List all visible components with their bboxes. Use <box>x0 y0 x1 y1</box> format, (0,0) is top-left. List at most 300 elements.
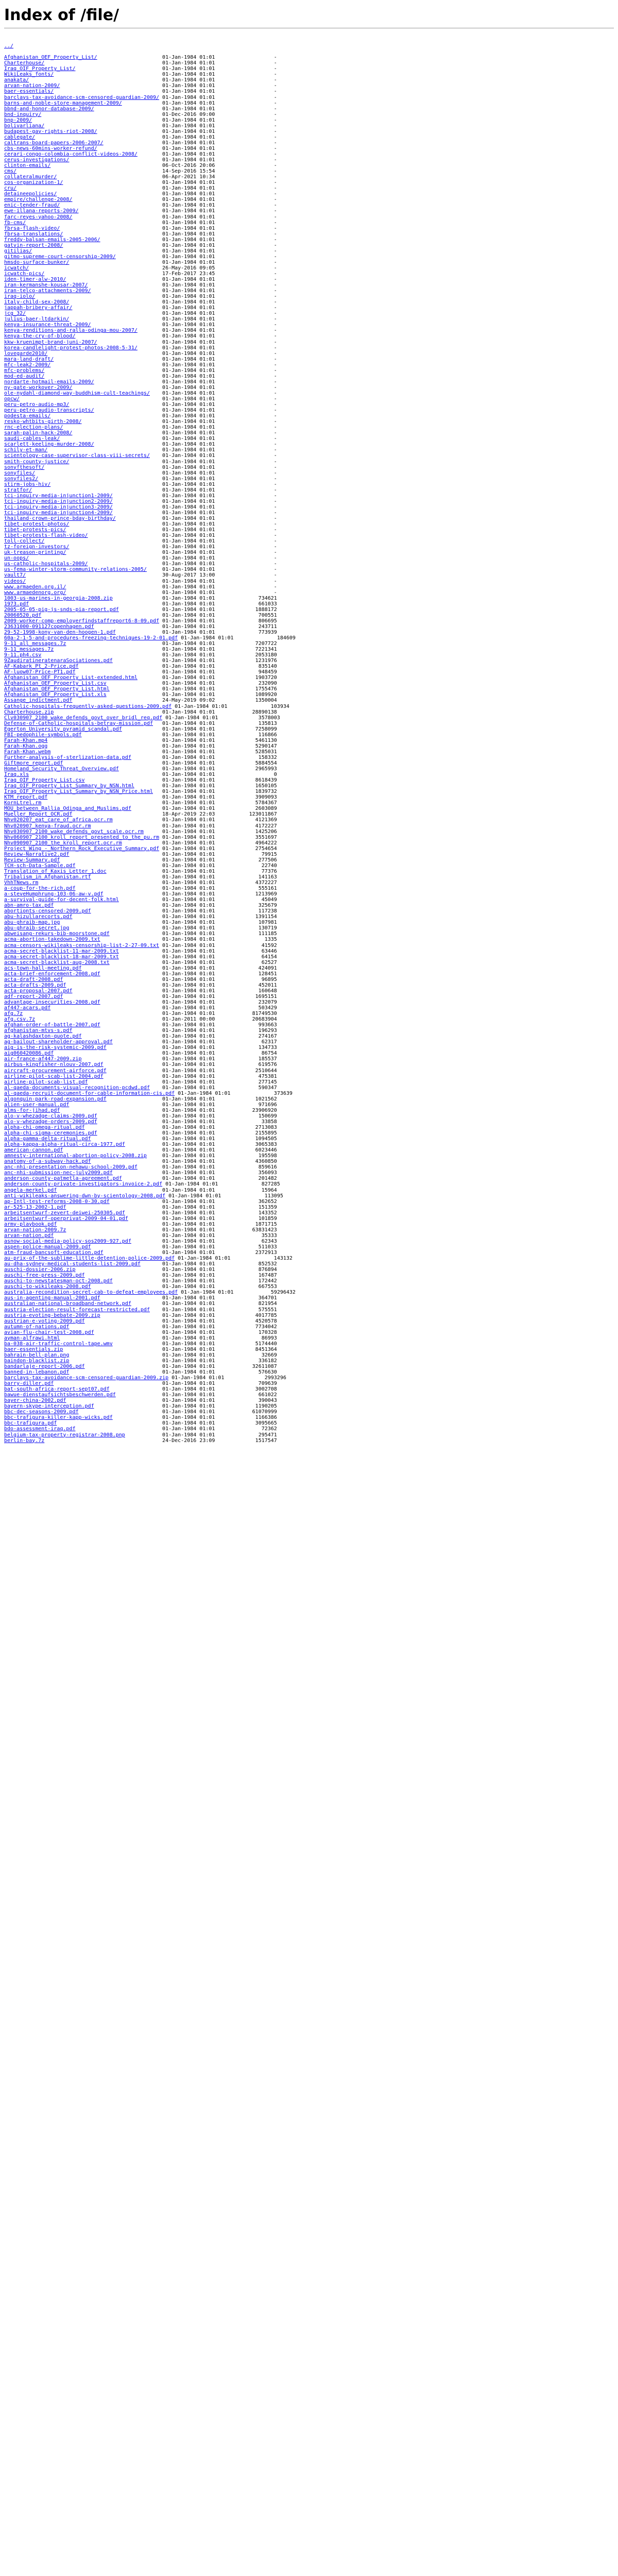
directory-link[interactable]: cru/ <box>4 185 17 192</box>
file-link[interactable]: austrian-e-voting-2009.pdf <box>4 1318 85 1324</box>
file-link[interactable]: ar-525-13-2002-1.pdf <box>4 1204 66 1210</box>
listing-row <box>4 777 296 783</box>
directory-link[interactable]: budapest-gay-rights-riot-2008/ <box>4 128 97 134</box>
file-link[interactable]: 1003-us-marines-in-georgia-2008.zip <box>4 595 113 601</box>
directory-link[interactable]: julius-baer-ltdarkin/ <box>4 316 70 323</box>
entry-metadata: 01-Jan-1984 01:01 62317 <box>112 1039 277 1045</box>
file-link[interactable]: a-steveHumphrung-103-06-aw-v.pdf <box>4 891 104 897</box>
listing-row <box>4 254 296 260</box>
file-link[interactable]: amnesty-international-abortion-policy-2008.zip <box>4 1153 147 1159</box>
entry-metadata: 01-Jan-1984 01:01 7258099 <box>122 726 277 732</box>
file-link[interactable]: bbc-trafigura.pdf <box>4 1420 57 1427</box>
file-link[interactable]: alms-for-jihad.pdf <box>4 1107 60 1113</box>
file-link[interactable]: australian-national-broadband-network.pdf <box>4 1301 131 1307</box>
directory-link[interactable]: arvan-nation-2009/ <box>4 83 60 89</box>
file-link[interactable]: Mueller_Report_OCR.pdf <box>4 811 73 818</box>
file-link[interactable]: anc-nhi-presentation-nehawu-school-2009.pdf <box>4 1164 138 1171</box>
file-link[interactable]: 2009-worker-comp-employerfindstaffreport6-8-09.pdf <box>4 618 160 624</box>
file-link[interactable]: ba-038-air-traffic-control-tape.wmv <box>4 1341 113 1347</box>
listing-row <box>4 430 296 436</box>
listing-row <box>4 664 296 669</box>
directory-link[interactable]: peru-petro-audio-mp3/ <box>4 402 70 408</box>
file-link[interactable]: afghanistan-mtvs-s.pdf <box>4 1028 73 1034</box>
directory-link[interactable]: bbnd-and-honor-database-2009/ <box>4 106 94 112</box>
directory-link[interactable]: iraq-iolo/ <box>4 294 36 300</box>
file-link[interactable]: acma-censors-wikileaks-censorship-list-2-27-09.txt <box>4 942 160 948</box>
directory-link[interactable]: schily-et-man/ <box>4 447 48 453</box>
listing-row <box>4 533 296 538</box>
file-link[interactable]: au-prix-of-the-sublime-little-detention-police-2009.pdf <box>4 1256 175 1262</box>
listing-row <box>4 140 296 146</box>
file-link[interactable]: 1973.pdf <box>4 601 29 607</box>
directory-link[interactable]: thailand-crown-prince-bday-birthday/ <box>4 515 116 521</box>
directory-link[interactable]: tci-inquiry-media-injunction3-2009/ <box>4 504 113 510</box>
file-link[interactable]: abu-ghraib-map.jpg <box>4 920 60 926</box>
file-link[interactable]: acma-secret-blacklist-aug-2008.txt <box>4 959 110 965</box>
listing-row <box>4 800 296 806</box>
listing-row <box>4 482 296 487</box>
directory-link[interactable]: tibet-protests-pics/ <box>4 527 66 533</box>
directory-link[interactable]: un-oops/ <box>4 555 29 562</box>
directory-link[interactable]: iran-telco-attachments-2009/ <box>4 288 91 294</box>
file-link[interactable]: Charterhouse.zip <box>4 709 54 715</box>
file-link[interactable]: 9-11_all_messages.7z <box>4 641 66 647</box>
directory-link[interactable]: icwatch-pics/ <box>4 270 45 277</box>
entry-metadata: 01-Jan-1984 01:01 185537 <box>81 1056 277 1062</box>
entry-metadata: 01-Jan-1984 01:01 - <box>29 555 277 562</box>
directory-link[interactable]: www.armaedenorg.org/ <box>4 589 66 596</box>
file-link[interactable]: arvan-nation-2009.7z <box>4 1227 66 1233</box>
directory-link[interactable]: stirm-jobs-hiv/ <box>4 481 51 487</box>
file-link[interactable]: acma-abortion-takedown-2009.txt <box>4 937 100 943</box>
directory-link[interactable]: mara-land-draft/ <box>4 356 54 362</box>
file-link[interactable]: bbc-trafigura-killer-kapp-wicks.pdf <box>4 1415 113 1421</box>
directory-link[interactable]: italy-child-sex-2008/ <box>4 299 70 306</box>
directory-link[interactable]: gitilias/ <box>4 248 32 254</box>
file-link[interactable]: acta-drafts-2009.pdf <box>4 982 66 988</box>
file-link[interactable]: abortionts-censored-2009.pdf <box>4 908 91 914</box>
file-link[interactable]: 29-52-1998-kony-van-den-hoogen-1.pdf <box>4 629 116 635</box>
directory-link[interactable]: us-catholic-hospitals-2009/ <box>4 561 88 567</box>
file-link[interactable]: ag-bailout-shareholder-approval.pdf <box>4 1039 113 1045</box>
file-link[interactable]: acma-secret-blacklist-18-mar-2009.txt <box>4 954 119 960</box>
file-link[interactable]: Review-Narrative2.pdf <box>4 851 70 857</box>
entry-metadata: 01-Jan-1984 01:01 1695151 <box>63 993 277 999</box>
directory-link[interactable]: barclays-tax-avoidance-scm-censored-guardian-2009/ <box>4 94 160 100</box>
file-link[interactable]: acta-brief-enforcement-2008.pdf <box>4 971 100 977</box>
directory-link[interactable]: kenya-renditions-and-ralla-odinga-mou-2007/ <box>4 328 138 334</box>
file-link[interactable]: bahrain-bell-plan.png <box>4 1352 70 1358</box>
directory-link[interactable]: gatvin-report-2008/ <box>4 242 63 248</box>
file-link[interactable]: barclays-tax-avoidance-scm-censored-guardian-2009.zip <box>4 1375 169 1381</box>
directory-link[interactable]: gitmo-supreme-court-censorship-2009/ <box>4 253 116 260</box>
file-link[interactable]: al-qaeda-recruit-document-for-cable-information-cis.pdf <box>4 1090 175 1096</box>
listing-row <box>4 783 296 789</box>
entry-metadata: 01-Jan-1984 01:01 - <box>32 117 277 123</box>
file-link[interactable]: 9-11.ph4.csv <box>4 652 42 658</box>
file-link[interactable]: AF-luow07-Price-PT1.pdf <box>4 669 76 675</box>
file-link[interactable]: Iraq_OIF_Property_List_Summary_by_NSN.html <box>4 783 134 789</box>
file-link[interactable]: auschi-free-press-2009.pdf <box>4 1273 85 1279</box>
entry-metadata: 01-Jan-1984 01:01 - <box>44 367 277 374</box>
file-link[interactable]: Project_Wing_-_Northern_Rock_Executive_Summary.pdf <box>4 845 160 852</box>
listing-row <box>4 202 296 208</box>
file-link[interactable]: austria-evoting-bebate-2009.zip <box>4 1312 100 1318</box>
file-link[interactable]: abu-hizullarecorts.pdf <box>4 914 73 920</box>
directory-link[interactable]: bolivarliana/ <box>4 123 45 129</box>
file-link[interactable]: alpha-kappa-alpha-ritual-circa-1977.pdf <box>4 1142 125 1148</box>
file-link[interactable]: ag-kalashdaxton-quote.pdf <box>4 1033 82 1040</box>
file-link[interactable]: bawue-dienstaufsichtsbeschwerden.pdf <box>4 1392 116 1398</box>
file-link[interactable]: VhhTNews.rm <box>4 879 39 886</box>
file-link[interactable]: anatomy-of-a-subway-hack.pdf <box>4 1159 91 1165</box>
directory-link[interactable]: fb-cms/ <box>4 219 26 226</box>
parent-directory-link[interactable]: ../ <box>4 43 14 49</box>
file-link[interactable]: bat-south-africa-report-sept07.pdf <box>4 1386 110 1393</box>
directory-link[interactable]: Afghanistan_OEF_Property_List/ <box>4 55 97 61</box>
file-link[interactable]: aspen-police-manual-2009.pdf <box>4 1244 91 1250</box>
file-link[interactable]: arbeitsentwurf-operprivat-2009-04-01.pdf <box>4 1215 128 1222</box>
listing-row <box>4 1193 296 1199</box>
file-link[interactable]: Tribalism_in_Afghanistan.rtf <box>4 874 91 880</box>
directory-link[interactable]: mfc-problems/ <box>4 367 45 374</box>
file-link[interactable]: afg.csv.7z <box>4 1016 36 1023</box>
entry-metadata: 01-Jan-1984 01:01 - <box>94 408 277 414</box>
file-link[interactable]: bayern-skype-interception.pdf <box>4 1403 94 1410</box>
directory-link[interactable]: tci-inquiry-media-injunction4-2009/ <box>4 510 113 516</box>
directory-link[interactable]: tibet-protests-flash-video/ <box>4 533 88 539</box>
file-link[interactable]: afg.7z <box>4 1011 23 1017</box>
directory-link[interactable]: freddy-balsan-emails-2005-2006/ <box>4 236 100 243</box>
file-link[interactable]: arbeitsentwurf-zevert-deiwei-250305.pdf <box>4 1210 125 1216</box>
file-link[interactable]: afghan-order-of-battle-2007.pdf <box>4 1022 100 1028</box>
listing-row <box>4 1068 296 1074</box>
file-link[interactable]: Afghanistan_OEF_Property_List.csv <box>4 681 107 687</box>
file-link[interactable]: abn-amro-tax.pdf <box>4 903 54 909</box>
file-link[interactable]: acma-secret-blacklist-11-mar-2009.txt <box>4 948 119 954</box>
directory-link[interactable]: fbrsa-flash-video/ <box>4 225 60 231</box>
directory-link[interactable]: Charterhouse/ <box>4 60 45 66</box>
file-link[interactable]: belgium-tax-property-registrar-2008.pnp <box>4 1432 125 1438</box>
file-link[interactable]: Nhv020907_kenya-fraud.ocr.rm <box>4 823 91 829</box>
directory-link[interactable]: vault7/ <box>4 572 26 579</box>
file-link[interactable]: Farah-Khan.ogg <box>4 743 48 749</box>
file-link[interactable]: acs-town-hall-meeting.pdf <box>4 965 82 971</box>
file-link[interactable]: AF-Kabark_Pt_2-Price.pdf <box>4 664 79 670</box>
file-link[interactable]: australia-recondition-secret-cab-to-defeat-employees.pdf <box>4 1290 178 1296</box>
directory-link[interactable]: sarah-palin-hack-2008/ <box>4 430 73 436</box>
entry-metadata: 01-Jan-1984 01:01 59296432 <box>178 1290 296 1296</box>
file-link[interactable]: Afghanistan_OEF_Property_List.html <box>4 686 110 692</box>
directory-link[interactable]: kenya-the-cry-of-blood/ <box>4 333 76 340</box>
listing-row <box>4 288 296 294</box>
entry-metadata: 01-Jan-1984 01:01 2510644 <box>106 1067 277 1074</box>
file-link[interactable]: anderson-county-private-investigators-invoice-2.pdf <box>4 1181 163 1188</box>
file-link[interactable]: acta-proposal-2007.pdf <box>4 988 73 994</box>
file-link[interactable]: american-cannon.pdf <box>4 1147 63 1154</box>
file-link[interactable]: baindon-blacklist.zip <box>4 1358 70 1364</box>
listing-row <box>4 618 296 624</box>
file-link[interactable]: Nhv020207_eat_care_of_africa.ocr.rm <box>4 817 113 823</box>
directory-link[interactable]: cos-organization-1/ <box>4 180 63 186</box>
entry-metadata: 01-Jan-1984 01:01 362652 <box>109 1198 277 1205</box>
directory-link[interactable]: cbs-news-60mins-worker-refund/ <box>4 145 97 151</box>
file-link[interactable]: Assange_indictment.pdf <box>4 698 73 704</box>
file-link[interactable]: FBI-pedophile-symbols.pdf <box>4 732 82 738</box>
entry-metadata: 01-Jan-1984 01:01 - <box>26 578 277 584</box>
file-link[interactable]: avian-flu-chair-test-2008.pdf <box>4 1329 94 1335</box>
directory-link[interactable]: cablegate/ <box>4 134 36 140</box>
file-link[interactable]: Translation_of_Kaxis_Letter_1.doc <box>4 868 107 874</box>
file-link[interactable]: Egerton_University_pyramid_scandal.pdf <box>4 726 122 732</box>
directory-link[interactable]: mod-ed-audit/ <box>4 373 45 379</box>
directory-link[interactable]: detaineepolicies/ <box>4 191 57 197</box>
directory-link[interactable]: fbrsa-translations/ <box>4 231 63 237</box>
listing-row <box>4 1375 296 1381</box>
file-link[interactable]: MOU_between_Rallia_Odinga_and_Muslims.pdf <box>4 806 131 812</box>
directory-link[interactable]: ny-gate-workover-2009/ <box>4 384 73 391</box>
file-link[interactable]: anderson-county-patmetla-agreement.pdf <box>4 1176 122 1182</box>
directory-link[interactable]: farc-reyes-yahoo-2008/ <box>4 214 73 220</box>
directory-link[interactable]: tci-inquiry-media-injunction2-2009/ <box>4 498 113 504</box>
file-link[interactable]: au-dha-sydney-medical-students-list-2009.pdf <box>4 1261 141 1267</box>
entry-metadata: 01-Jan-1984 01:01 424091 <box>81 965 277 971</box>
file-link[interactable]: airline-pilot-scab-list-2004.pdf <box>4 1073 104 1079</box>
directory-link[interactable]: bnp-2009/ <box>4 117 32 123</box>
file-link[interactable]: baer-essentials.zip <box>4 1346 63 1352</box>
file-link[interactable]: Iraq_OIF_Property_List_Summary_by_NSN_Price.html <box>4 789 153 795</box>
directory-link[interactable]: bnd-inquiry/ <box>4 111 42 117</box>
file-link[interactable]: alien-user-manual.pdf <box>4 1101 70 1108</box>
entry-metadata: 01-Jan-1984 01:01 364701 <box>100 1295 277 1301</box>
directory-link[interactable]: smith-county-justice/ <box>4 459 70 465</box>
listing-row <box>4 607 296 613</box>
listing-row <box>4 863 296 869</box>
directory-link[interactable]: peru-petro-audio-transcripts/ <box>4 408 94 414</box>
file-link[interactable]: 2005-05-05-pig-js-snds-pia-report.pdf <box>4 606 119 613</box>
listing-row <box>4 1125 296 1130</box>
file-link[interactable]: alpha-chi-sigma-ceremonies.pdf <box>4 1130 97 1137</box>
file-link[interactable]: Afghanistan_OEF_Property_List.xls <box>4 692 107 698</box>
file-link[interactable]: af447-acars.pdf <box>4 1005 51 1011</box>
directory-link[interactable]: jcg_32/ <box>4 311 26 317</box>
file-link[interactable]: bbc-dec-seasons-2009.pdf <box>4 1409 79 1415</box>
entry-metadata: 01-Jan-1984 01:01 2603089 <box>131 806 277 812</box>
directory-link[interactable]: stratfor/ <box>4 487 32 493</box>
directory-link[interactable]: scientology-case-supervisor-class-viii-secrets/ <box>4 453 150 459</box>
directory-link[interactable]: iran-kermanshe-kousar-2007/ <box>4 282 88 289</box>
listing-row <box>4 794 296 800</box>
file-link[interactable]: air-france-af447-2009.zip <box>4 1056 82 1062</box>
file-link[interactable]: TCH-sch-Data-Sample.pdf <box>4 862 76 869</box>
directory-link[interactable]: jappah-bribery-affair/ <box>4 305 73 311</box>
file-link[interactable]: bdo-assessment-iraq.pdf <box>4 1426 76 1432</box>
directory-link[interactable]: cerari-congo-colombia-conflict-videos-2008/ <box>4 151 138 157</box>
file-link[interactable]: adf-report-2007.pdf <box>4 993 63 999</box>
file-link[interactable]: KTM_report.pdf <box>4 794 48 801</box>
listing-row <box>4 1369 296 1375</box>
directory-link[interactable]: empire/challenge-2008/ <box>4 197 73 203</box>
file-link[interactable]: Iraq_OIF_Property_List.csv <box>4 777 85 784</box>
directory-link[interactable]: podesta-emails/ <box>4 413 51 419</box>
directory-link[interactable]: resko-whtbits-girth-2008/ <box>4 419 82 425</box>
listing-row <box>4 72 296 77</box>
file-link[interactable]: alo-v-whezadge-orders-2009.pdf <box>4 1118 97 1125</box>
directory-link[interactable]: kenya-insurance-threat-2009/ <box>4 322 91 328</box>
entry-metadata: 01-Jan-1984 01:01 243711 <box>94 623 277 630</box>
directory-link[interactable]: mfc-leak2-2009/ <box>4 362 51 368</box>
file-link[interactable]: Review-Summary.pdf <box>4 857 60 863</box>
file-link[interactable]: abweisang-rekurs-bib-moorstone.pdf <box>4 931 110 937</box>
file-link[interactable]: 9-11_messages.7z <box>4 647 54 653</box>
directory-link[interactable]: hmsdo-surface-bunker/ <box>4 259 70 265</box>
file-link[interactable]: Defense-of-Catholic-hospitals-betray-mission.pdf <box>4 720 153 726</box>
file-link[interactable]: 60a-2-1-5-and-procedures-freezing-techniques-19-2-01.pdf <box>4 635 178 641</box>
file-link[interactable]: aircraft-procurement-airforce.pdf <box>4 1067 107 1074</box>
file-link[interactable]: abu-ghraib-secret.jpg <box>4 925 70 931</box>
file-link[interactable]: algonquin-park-road-expansion.pdf <box>4 1096 107 1102</box>
directory-link[interactable]: rnc-election-plans/ <box>4 425 63 431</box>
directory-link[interactable]: baer-essentials/ <box>4 89 54 95</box>
entry-metadata: 01-Jan-1984 01:01 141163 <box>91 874 277 880</box>
directory-link[interactable]: korea-candlelight-protest-photos-2008-5-31/ <box>4 345 138 351</box>
directory-link[interactable]: videos/ <box>4 578 26 584</box>
directory-link[interactable]: kkw-kruenimpt-brand-juni-2007/ <box>4 339 97 345</box>
file-link[interactable]: Iraq.xls <box>4 772 29 778</box>
file-link[interactable]: al-qaeda-documents-visual-recognition-pcdwd.pdf <box>4 1084 150 1091</box>
file-link[interactable]: berlin-bay.7z <box>4 1437 45 1444</box>
listing-row <box>4 840 296 846</box>
directory-link[interactable]: www.armaeden.org.il/ <box>4 584 66 590</box>
file-link[interactable]: Catholic-hospitals-frequently-asked-questions-2009.pdf <box>4 703 172 709</box>
directory-link[interactable]: toll-collect/ <box>4 538 45 545</box>
file-link[interactable]: angela-merkel.pdf <box>4 1187 57 1193</box>
file-link[interactable]: ap-Intl-test-reforms-2008-0-30.pdf <box>4 1198 110 1205</box>
directory-link[interactable]: collateralmurder/ <box>4 174 57 180</box>
file-link[interactable]: Further-analysis-of-sterlization-data.pdf <box>4 754 131 760</box>
listing-row <box>4 385 296 391</box>
file-link[interactable]: aig060420086.pdf <box>4 1050 54 1057</box>
directory-link[interactable]: cerus-investigations/ <box>4 157 70 163</box>
directory-link[interactable]: tibet-protest-photos/ <box>4 521 70 528</box>
listing-row <box>4 345 296 351</box>
file-link[interactable]: Farah-Khan.mp4 <box>4 737 48 743</box>
directory-link[interactable]: scarlett-keeling-murder-2008/ <box>4 442 94 448</box>
file-link[interactable]: auschi-dossier-2006.zip <box>4 1267 76 1273</box>
directory-link[interactable]: anakata/ <box>4 77 29 83</box>
directory-link[interactable]: us-fema-winter-storm-community-relations-2005/ <box>4 567 147 573</box>
entry-metadata: 01-Jan-1984 01:01 81749530 <box>23 1011 277 1017</box>
file-link[interactable]: KornLtrel.rm <box>4 800 42 806</box>
file-link[interactable]: asnow-social-media-policy-sos2009-927.pdf <box>4 1238 131 1244</box>
file-link[interactable]: bandarlaje-report-2006.pdf <box>4 1363 85 1369</box>
directory-link[interactable]: nordarte-hotmail-emails-2009/ <box>4 379 94 385</box>
directory-link[interactable]: Iraq_OIF_Property_List/ <box>4 66 76 72</box>
directory-link[interactable]: ewe-illana-reports-2009/ <box>4 208 79 214</box>
directory-link[interactable]: clinton-emails/ <box>4 163 51 169</box>
entry-metadata: 24-May-2019 09:02 1350004 <box>72 698 277 704</box>
file-link[interactable]: 20060520.pdf <box>4 612 42 618</box>
file-link[interactable]: auschi-to-newstatesman-oct-2008.pdf <box>4 1278 113 1284</box>
file-link[interactable]: atm-fraud-bancsoft-education.pdf <box>4 1250 104 1256</box>
file-link[interactable]: barry-diller.pdf <box>4 1381 54 1387</box>
file-link[interactable]: banned-in-lebanon.pdf <box>4 1369 70 1376</box>
listing-row <box>4 852 296 857</box>
file-link[interactable]: airline-pilot-scab-list.pdf <box>4 1079 88 1085</box>
file-link[interactable]: Clv030907_2100_wake_defends_govt_over_bridl_req.pdf <box>4 715 163 721</box>
directory-link[interactable]: ole-nydahl-diamond-way-buddhism-cult-teachings/ <box>4 390 150 396</box>
entry-metadata: 01-Jan-1984 01:01 993663 <box>100 1022 277 1028</box>
file-link[interactable]: Homeland_Security_Threat_Overview.pdf <box>4 766 119 772</box>
entry-metadata: 01-Jan-1984 01:01 - <box>69 402 277 408</box>
directory-link[interactable]: tci-inquiry-media-injunction1-2009/ <box>4 493 113 499</box>
file-link[interactable]: 9ZaudiratineratenaraSociationes.pdf <box>4 658 113 664</box>
file-link[interactable]: alpha-chi-omega-ritual.pdf <box>4 1125 85 1130</box>
file-link[interactable]: acta-draft-2008.pdf <box>4 976 63 982</box>
directory-link[interactable]: saudi-cables-leak/ <box>4 436 60 442</box>
file-link[interactable]: airbus-kingfisher-nlouv-2007.pdf <box>4 1062 104 1068</box>
file-link[interactable]: army-playbook.pdf <box>4 1221 57 1227</box>
entry-metadata: 01-Jan-1984 01:01 - <box>35 470 277 476</box>
file-link[interactable]: alo-v-whezadge-claims-2009.pdf <box>4 1113 97 1119</box>
entry-metadata: 01-Jan-1984 01:01 86993 <box>60 1335 277 1341</box>
entry-metadata: 01-Jan-1984 01:01 1391154 <box>72 914 277 920</box>
file-link[interactable]: Giftmore_report.pdf <box>4 760 63 766</box>
file-link[interactable]: Farah-Khan.webm <box>4 749 51 755</box>
directory-link[interactable]: sonyfiles2/ <box>4 476 39 482</box>
entry-metadata: 01-Jan-1984 01:01 - <box>97 128 277 134</box>
directory-link[interactable]: enic-tender-fraud/ <box>4 202 60 209</box>
directory-link[interactable]: opcw/ <box>4 396 20 402</box>
entry-metadata: 01-Jan-1984 01:01 - <box>91 322 277 328</box>
file-link[interactable]: austria-election-result-forecast-restricted.pdf <box>4 1307 150 1313</box>
directory-link[interactable]: cms/ <box>4 168 17 175</box>
directory-link[interactable]: caltrans-board-papers-2006-2007/ <box>4 140 104 146</box>
file-link[interactable]: anti-wikileaks-answering-dwn-by-scientology-2008.pdf <box>4 1193 166 1199</box>
file-link[interactable]: aus-in-agenting-manual-2001.pdf <box>4 1295 100 1301</box>
directory-link[interactable]: barns-and-noble-store-management-2009/ <box>4 100 122 106</box>
file-link[interactable]: anc-nhi-submission-nec-july2009.pdf <box>4 1170 113 1176</box>
file-link[interactable]: a-coup-for-the-rich.pdf <box>4 886 76 892</box>
file-link[interactable]: alpha-gamma-delta-ritual.pdf <box>4 1136 91 1142</box>
listing-row <box>4 613 296 618</box>
file-link[interactable]: Nhv060907_2100_kroll_report_presented_to_the_pu.rm <box>4 834 160 840</box>
directory-link[interactable]: tz-foreign-investors/ <box>4 544 70 550</box>
file-link[interactable]: autumn-of-nations.pdf <box>4 1324 70 1330</box>
entry-metadata: 01-Jan-1984 01:01 128451 <box>100 971 277 977</box>
entry-metadata: 01-Jan-1984 01:01 - <box>69 459 277 465</box>
file-link[interactable]: Nhv030907_2100_wake_defends_govt_scale.ocr.rm <box>4 828 144 835</box>
file-link[interactable]: bayer-china-2002.pdf <box>4 1398 66 1404</box>
file-link[interactable]: Afghanistan_OEF_Property_List-extended.html <box>4 675 138 681</box>
directory-link[interactable]: icwatch/ <box>4 265 29 271</box>
file-link[interactable]: arvan-nation.pdf <box>4 1232 54 1239</box>
file-link[interactable]: ayman-alfrawi.html <box>4 1335 60 1341</box>
directory-link[interactable]: sonyfiles/ <box>4 470 36 476</box>
listing-row <box>4 721 296 726</box>
directory-link[interactable]: uk-treason-printing/ <box>4 550 66 556</box>
file-link[interactable]: 23631000-091127copenhagen.pdf <box>4 623 94 630</box>
file-link[interactable]: advantage-insecurities-2008.pdf <box>4 999 100 1005</box>
file-link[interactable]: a-survival-guide-for-decent-folk.html <box>4 897 119 903</box>
file-link[interactable]: auschi-to-wikileaks-2008.pdf <box>4 1284 91 1290</box>
file-link[interactable]: aig-is-the-risk-systemic-2009.pdf <box>4 1045 107 1051</box>
file-link[interactable]: Nhv090907_2100_the_kroll_report.ocr.rm <box>4 840 122 846</box>
directory-link[interactable]: sonyfthesoft/ <box>4 464 45 470</box>
directory-link[interactable]: WikiLeaks_fonts/ <box>4 72 54 78</box>
directory-link[interactable]: lovegarde2010/ <box>4 350 48 357</box>
directory-link[interactable]: iden-timer-alw-2010/ <box>4 277 66 283</box>
